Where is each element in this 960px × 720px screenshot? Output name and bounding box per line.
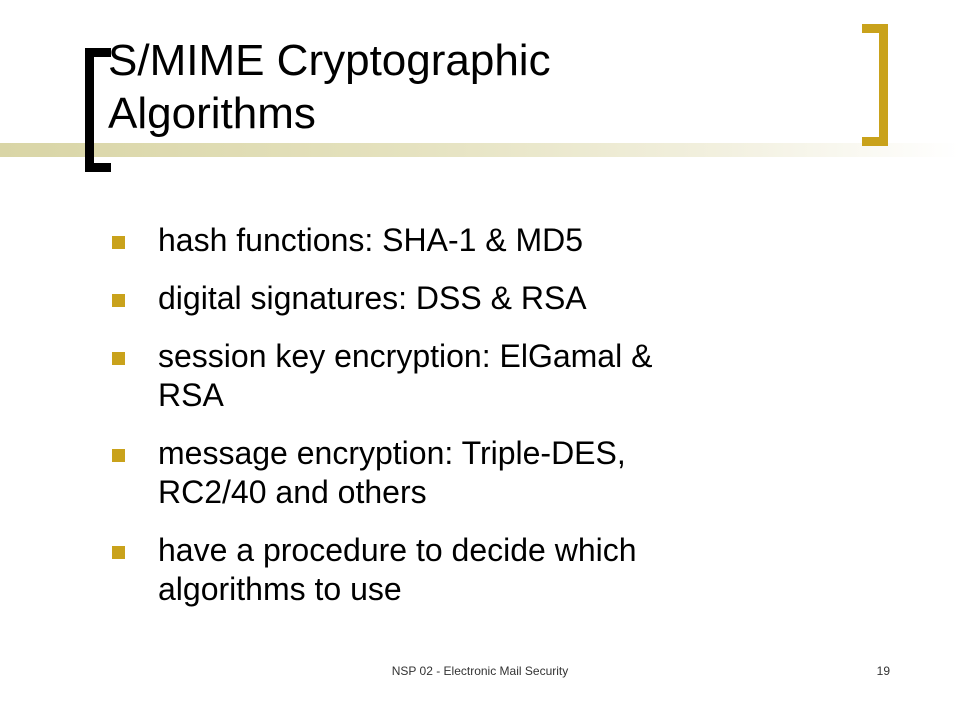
title-underline-rule [0,143,960,157]
bullet-item [112,279,832,318]
bullet-text-line-2: RC2/40 and others [158,474,427,510]
square-bullet-icon [112,546,125,559]
bullet-list [112,221,832,628]
square-bullet-icon [112,352,125,365]
bullet-text-line-2: algorithms to use [158,571,402,607]
bullet-item [112,531,832,609]
bullet-text-line-1: hash functions: SHA-1 & MD5 [158,222,584,258]
bullet-text-line-1: digital signatures: DSS & RSA [158,280,587,316]
right-bracket-decoration [862,24,888,146]
square-bullet-icon [112,449,125,462]
slide-title-line-1: S/MIME Cryptographic [108,36,551,85]
slide-title [108,34,848,140]
bullet-item [112,434,832,512]
bullet-item [112,337,832,415]
bullet-text-line-2: RSA [158,377,224,413]
bullet-item [112,221,832,260]
square-bullet-icon [112,236,125,249]
bullet-text-line-1: session key encryption: ElGamal & [158,338,653,374]
bullet-text-line-1: have a procedure to decide which [158,532,637,568]
slide-number: 19 [876,664,890,678]
bullet-text-line-1: message encryption: Triple-DES, [158,435,626,471]
slide-title-line-2: Algorithms [108,89,316,138]
square-bullet-icon [112,294,125,307]
slide-footer: NSP 02 - Electronic Mail Security [391,664,569,678]
